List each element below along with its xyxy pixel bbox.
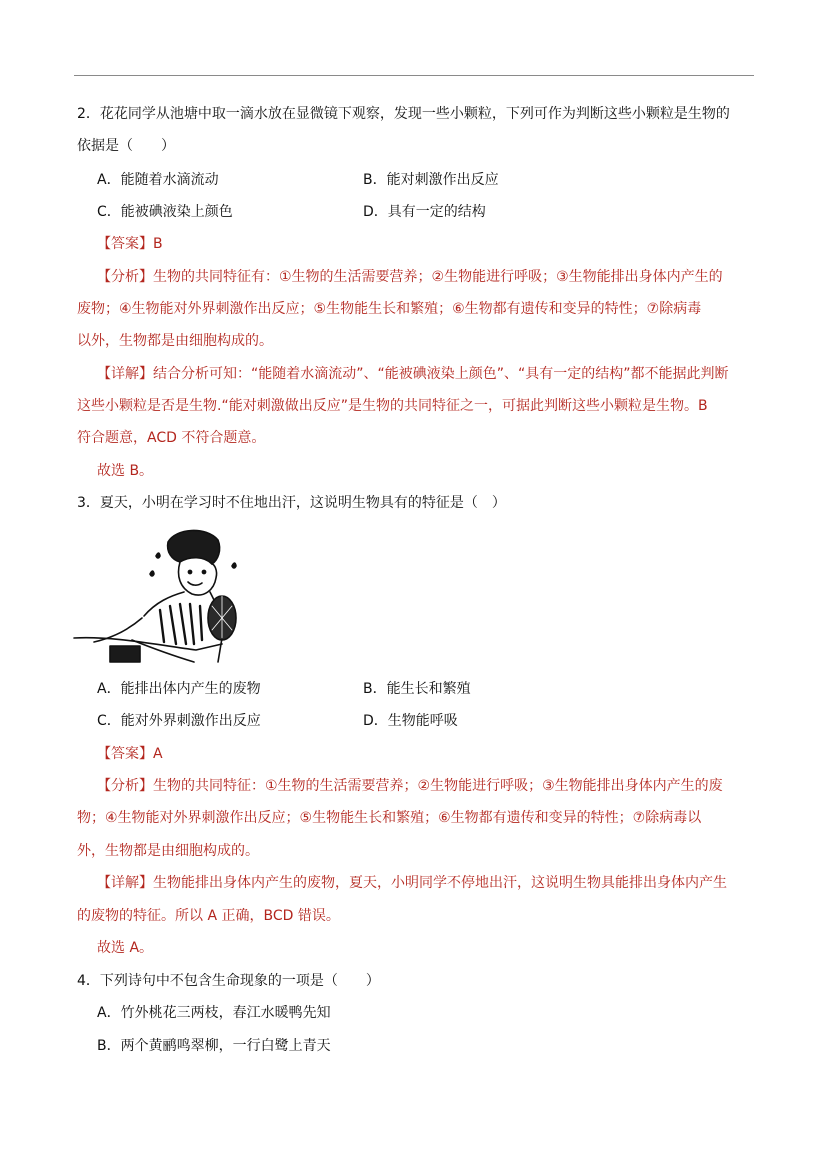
- q2-choice: 故选 B。: [97, 463, 154, 479]
- q3-stem: 3．夏天，小明在学习时不住地出汗，这说明生物具有的特征是（ ）: [77, 495, 506, 511]
- header-rule: [74, 75, 754, 76]
- q2-answer: 【答案】B: [97, 236, 163, 252]
- q2-option-c: C．能被碘液染上颜色: [97, 204, 233, 220]
- q3-option-d: D．生物能呼吸: [363, 713, 458, 729]
- q3-answer: 【答案】A: [97, 746, 163, 762]
- q2-analysis-line-2: 废物；④生物能对外界刺激作出反应；⑤生物能生长和繁殖；⑥生物都有遗传和变异的特性；⑦除病毒: [77, 301, 702, 317]
- q2-analysis-line-1: 【分析】生物的共同特征有：①生物的生活需要营养；②生物能进行呼吸；③生物能排出身体内产生的: [97, 269, 723, 285]
- q2-option-b: B．能对刺激作出反应: [363, 172, 499, 188]
- q2-detail-line-3: 符合题意，ACD 不符合题意。: [77, 430, 266, 446]
- q3-detail-line-1: 【详解】生物能排出身体内产生的废物，夏天，小明同学不停地出汗，这说明生物具能排出身体内产生: [97, 875, 727, 891]
- q3-analysis-line-3: 外，生物都是由细胞构成的。: [77, 843, 259, 859]
- q2-detail-line-2: 这些小颗粒是否是生物.“能对刺激做出反应”是生物的共同特征之一，可据此判断这些小颗粒是生物。B: [77, 398, 708, 414]
- q2-stem-line-1: 2．花花同学从池塘中取一滴水放在显微镜下观察，发现一些小颗粒，下列可作为判断这些小颗粒是生物的: [77, 106, 730, 122]
- q3-analysis-line-2: 物；④生物能对外界刺激作出反应；⑤生物能生长和繁殖；⑥生物都有遗传和变异的特性；⑦除病毒以: [77, 810, 702, 826]
- q3-option-a: A．能排出体内产生的废物: [97, 681, 261, 697]
- q3-analysis-line-1: 【分析】生物的共同特征：①生物的生活需要营养；②生物能进行呼吸；③生物能排出身体内产生的废: [97, 778, 723, 794]
- q3-choice: 故选 A。: [97, 940, 154, 956]
- q3-detail-line-2: 的废物的特征。所以 A 正确，BCD 错误。: [77, 908, 340, 924]
- q4-stem: 4．下列诗句中不包含生命现象的一项是（ ）: [77, 973, 380, 989]
- q4-option-a: A．竹外桃花三两枝，春江水暖鸭先知: [97, 1005, 331, 1021]
- q2-analysis-line-3: 以外，生物都是由细胞构成的。: [77, 333, 273, 349]
- q4-option-b: B．两个黄鹂鸣翠柳，一行白鹭上青天: [97, 1038, 331, 1054]
- q2-option-a: A．能随着水滴流动: [97, 172, 219, 188]
- q3-option-c: C．能对外界刺激作出反应: [97, 713, 261, 729]
- q2-option-d: D．具有一定的结构: [363, 204, 486, 220]
- q2-detail-line-1: 【详解】结合分析可知：“能随着水滴流动”、“能被碘液染上颜色”、“具有一定的结构”都不能据此判断: [97, 366, 729, 382]
- q2-stem-line-2: 依据是（ ）: [77, 138, 175, 154]
- q3-option-b: B．能生长和繁殖: [363, 681, 471, 697]
- sweating-boy-illustration: [72, 526, 240, 672]
